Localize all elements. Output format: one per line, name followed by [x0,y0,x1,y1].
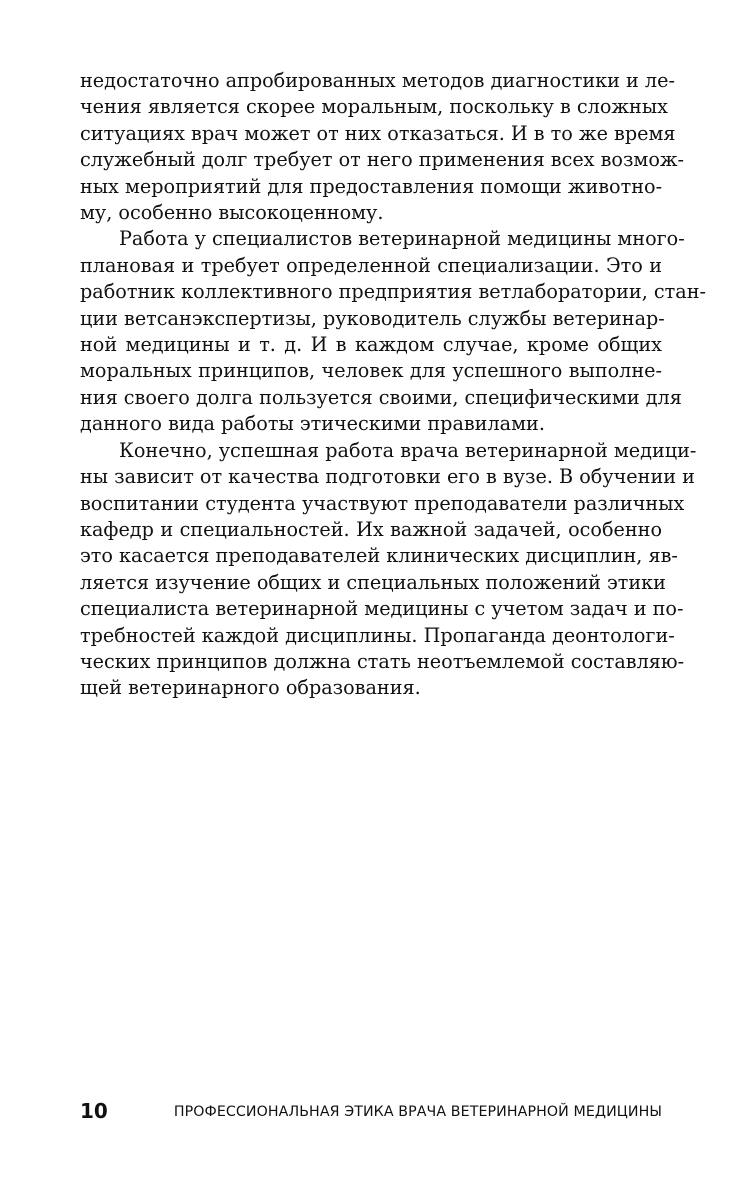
page-number: 10 [80,1099,108,1123]
text-line: ных мероприятий для предоставления помощи животно- [80,174,663,198]
text-line: кафедр и специальностей. Их важной задачей, особенно [80,517,662,541]
body-text [80,68,706,702]
text-line: ной медицины и т. д. И в каждом случае, кроме общих [80,333,662,357]
page-footer [80,1099,662,1123]
paragraph-3 [80,438,697,702]
text-line: требностей каждой дисциплины. Пропаганда деонтологи- [80,623,675,647]
text-line: служебный долг требует от него применения всех возмож- [80,148,685,172]
text-line: ситуациях врач может от них отказаться. И в то же время [80,121,676,145]
running-title: ПРОФЕССИОНАЛЬНАЯ ЭТИКА ВРАЧА ВЕТЕРИНАРНОЙ МЕДИЦИНЫ [173,1104,662,1120]
text-line: специалиста ветеринарной медицины с учетом задач и по- [80,597,684,621]
text-line: воспитании студента участвуют преподаватели различных [80,491,685,515]
text-line: данного вида работы этическими правилами. [80,412,545,436]
paragraph-2 [80,226,706,437]
text-line: недостаточно апробированных методов диагностики и ле- [80,69,675,92]
text-line: ния своего долга пользуется своими, специфическими для [80,385,682,409]
text-line: ляется изучение общих и специальных положений этики [80,570,666,594]
text-line: плановая и требует определенной специализации. Это и [80,253,662,277]
text-line: работник коллективного предприятия ветлаборатории, стан- [80,280,706,304]
text-line: щей ветеринарного образования. [80,676,421,700]
text-line: ны зависит от качества подготовки его в вузе. В обучении и [80,465,695,489]
text-line: чения является скорее моральным, поскольку в сложных [80,95,668,119]
text-line: ческих принципов должна стать неотъемлемой составляю- [80,649,685,673]
text-line: Конечно, успешная работа врача ветеринарной медици- [119,438,697,462]
text-line: моральных принципов, человек для успешного выполне- [80,359,662,383]
text-line: это касается преподавателей клинических дисциплин, яв- [80,544,678,568]
text-line: Работа у специалистов ветеринарной медицины много- [119,227,685,251]
text-line: му, особенно высокоценному. [80,201,384,225]
text-line: ции ветсанэкспертизы, руководитель службы ветеринар- [80,306,665,330]
paragraph-1 [80,68,685,226]
